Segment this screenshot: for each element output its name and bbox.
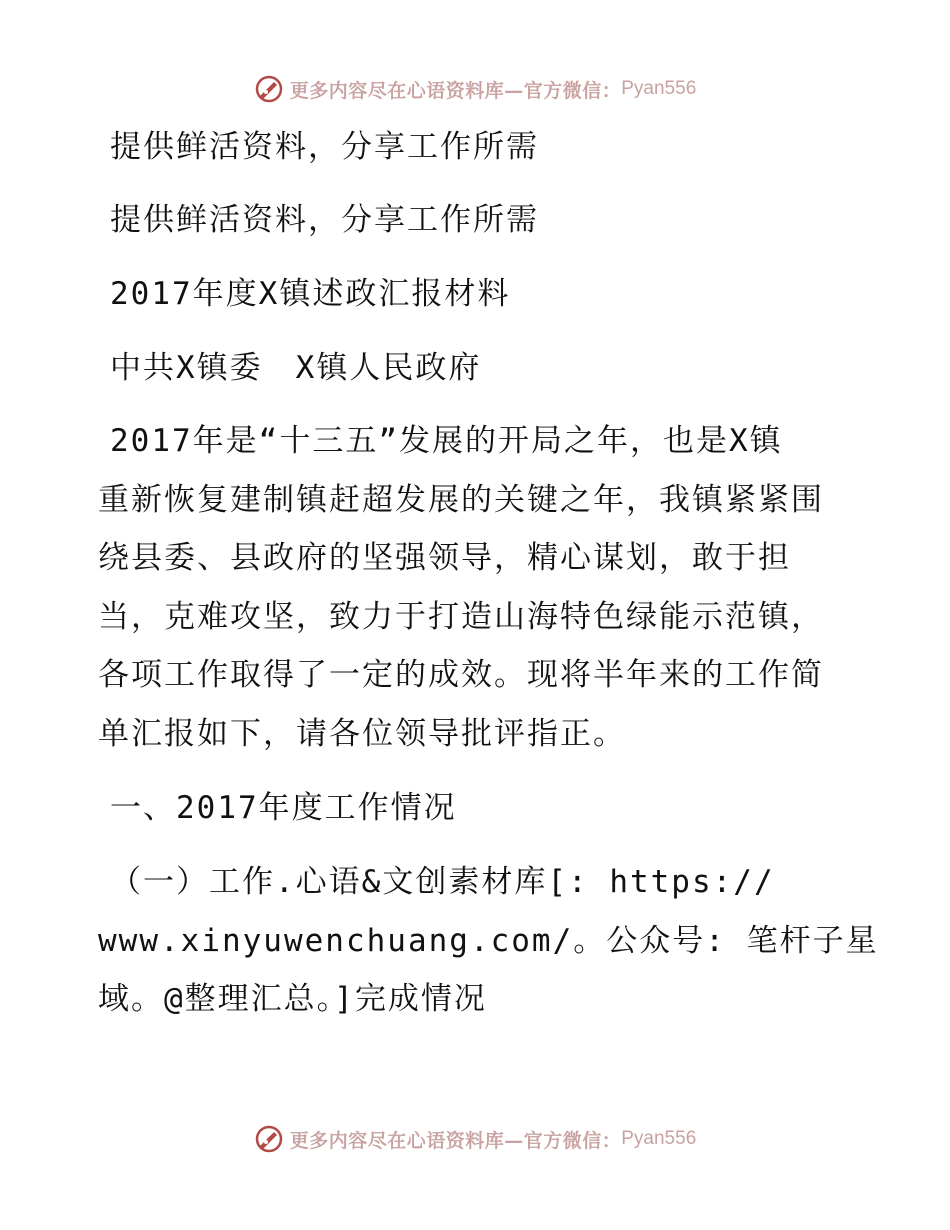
- doc-line: 重新恢复建制镇赶超发展的关键之年，我镇紧紧围: [98, 482, 824, 518]
- doc-line: 提供鲜活资料，分享工作所需: [110, 202, 539, 238]
- doc-line: 单汇报如下，请各位领导批评指正。: [98, 716, 626, 752]
- doc-author: 中共X镇委 X镇人民政府: [110, 350, 482, 386]
- pen-logo-icon: [254, 74, 284, 104]
- section-heading: 一、2017年度工作情况: [110, 790, 457, 826]
- doc-title: 2017年度X镇述政汇报材料: [110, 276, 511, 312]
- doc-line: 各项工作取得了一定的成效。现将半年来的工作简: [98, 657, 824, 693]
- doc-line: 提供鲜活资料，分享工作所需: [110, 129, 539, 165]
- wechat-id: Pyan556: [621, 78, 697, 99]
- doc-line: www.xinyuwenchuang.com/。公众号: 笔杆子星: [98, 923, 879, 959]
- promo-text: 更多内容尽在心语资料库—官方微信：: [289, 1129, 622, 1152]
- doc-line: 域。@整理汇总。]完成情况: [98, 981, 487, 1017]
- doc-line: 绕县委、县政府的坚强领导，精心谋划，敢于担: [98, 540, 791, 576]
- doc-line: （一）工作.心语&文创素材库[: https://: [110, 864, 775, 900]
- wechat-id: Pyan556: [621, 1128, 697, 1149]
- doc-line: 当，克难攻坚，致力于打造山海特色绿能示范镇，: [98, 599, 824, 635]
- pen-logo-icon: [254, 1124, 284, 1154]
- promo-text: 更多内容尽在心语资料库—官方微信：: [289, 79, 622, 102]
- header-banner: [0, 72, 950, 106]
- doc-line: 2017年是“十三五”发展的开局之年，也是X镇: [110, 423, 783, 459]
- footer-banner: [0, 1122, 950, 1156]
